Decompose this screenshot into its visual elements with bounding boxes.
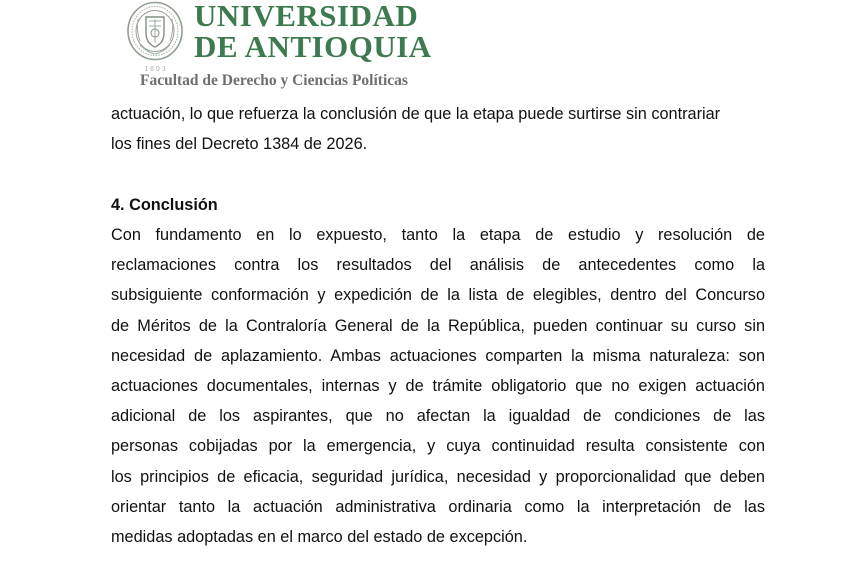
section-heading: 4. Conclusión	[111, 196, 218, 214]
paragraph-line: Con fundamento en lo expuesto, tanto la etapa de estudio y resolución de	[111, 226, 765, 244]
paragraph-line: los fines del Decreto 1384 de 2026.	[111, 135, 368, 154]
seal-year: 1803	[144, 66, 168, 73]
faculty-name: Facultad de Derecho y Ciencias Políticas	[140, 72, 408, 89]
paragraph-line: actuaciones documentales, internas y de trámite obligatorio que no exigen actuación	[111, 377, 765, 396]
paragraph-line: orientar tanto la actuación administrativa ordinaria como la interpretación de las	[111, 497, 765, 516]
paragraph-line: necesidad de aplazamiento. Ambas actuaciones comparten la misma naturaleza: son	[111, 346, 765, 365]
paragraph-line: personas cobijadas por la emergencia, y cuya continuidad resulta consistente con	[111, 437, 765, 456]
conclusion-paragraph	[111, 220, 765, 552]
paragraph-line: medidas adoptadas en el marco del estado de excepción.	[111, 528, 528, 547]
university-name-line-2: DE ANTIOQUIA	[194, 29, 432, 64]
paragraph-line: subsiguiente conformación y expedición de la lista de elegibles, dentro del Concurso	[111, 286, 765, 305]
paragraph-line: los principios de eficacia, seguridad jurídica, necesidad y proporcionalidad que deben	[111, 467, 765, 486]
paragraph-line: adicional de los aspirantes, que no afectan la igualdad de condiciones de las	[111, 407, 765, 426]
paragraph-line: de Méritos de la Contraloría General de la República, pueden continuar su curso sin	[111, 316, 765, 335]
university-name-line-1: UNIVERSIDAD	[194, 0, 419, 33]
continuation-paragraph	[111, 99, 765, 159]
paragraph-line: actuación, lo que refuerza la conclusión de que la etapa puede surtirse sin contrariar	[111, 105, 721, 123]
paragraph-line: reclamaciones contra los resultados del análisis de antecedentes como la	[111, 256, 765, 275]
university-seal-icon	[126, 1, 184, 61]
